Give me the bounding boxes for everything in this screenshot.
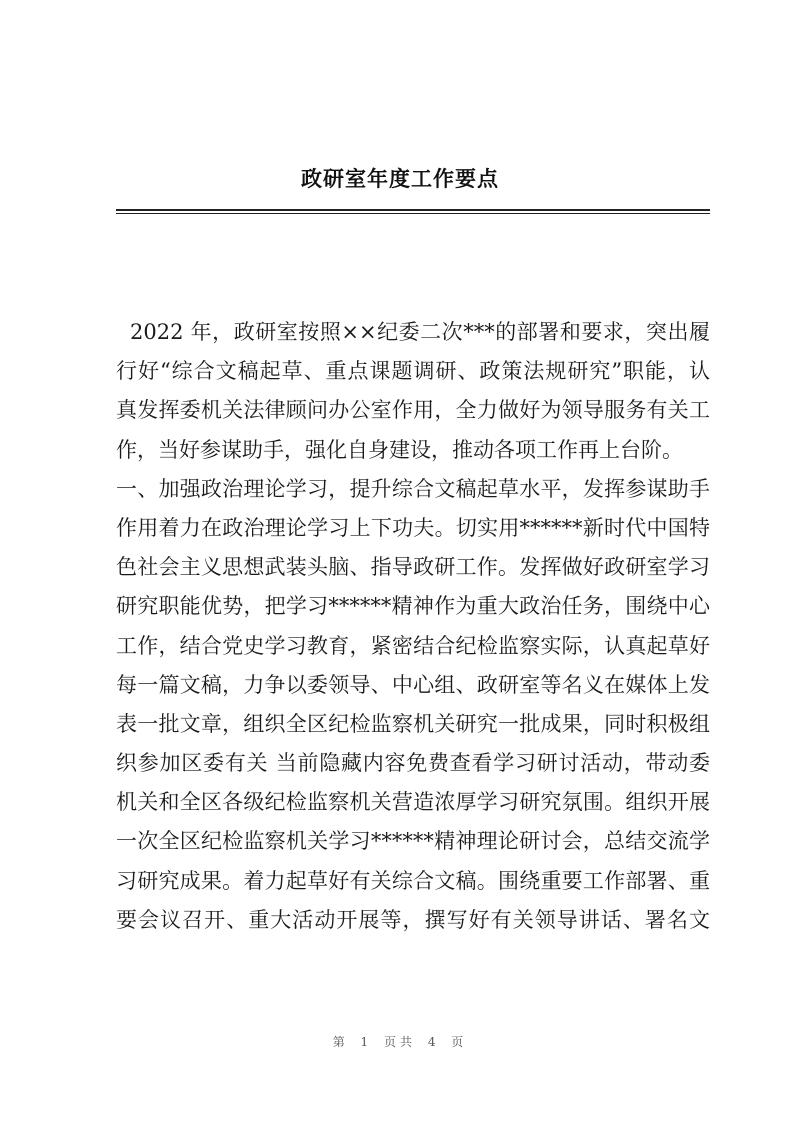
body-line: 机关和全区各级纪检监察机关营造浓厚学习研究氛围。组织开展	[116, 790, 710, 815]
body-line: 织参加区委有关 当前隐藏内容免费查看学习研讨活动，带动委	[116, 751, 710, 776]
title-divider-thin	[116, 213, 710, 214]
body-line: 一次全区纪检监察机关学习******精神理论研讨会，总结交流学	[116, 829, 710, 854]
body-line: 一、加强政治理论学习，提升综合文稿起草水平，发挥参谋助手	[116, 476, 710, 501]
body-line: 色社会主义思想武装头脑、指导政研工作。发挥做好政研室学习	[116, 555, 710, 580]
body-line: 要会议召开、重大活动开展等，撰写好有关领导讲话、署名文	[116, 907, 710, 932]
body-line: 作，当好参谋助手，强化自身建设，推动各项工作再上台阶。	[116, 437, 683, 462]
body-line: 表一批文章，组织全区纪检监察机关研究一批成果，同时积极组	[116, 711, 710, 736]
page-title: 政研室年度工作要点	[301, 167, 499, 191]
body-line: 习研究成果。着力起草好有关综合文稿。围绕重要工作部署、重	[116, 868, 710, 893]
body-line: 行好“综合文稿起草、重点课题调研、政策法规研究”职能，认	[116, 359, 710, 384]
body-line: 每一篇文稿，力争以委领导、中心组、政研室等名义在媒体上发	[116, 672, 710, 697]
body-line: 工作，结合党史学习教育，紧密结合纪检监察实际，认真起草好	[116, 633, 710, 658]
body-line: 研究职能优势，把学习******精神作为重大政治任务，围绕中心	[116, 594, 710, 619]
body-line: 真发挥委机关法律顾问办公室作用，全力做好为领导服务有关工	[116, 398, 710, 423]
body-line: 作用着力在政治理论学习上下功夫。切实用******新时代中国特	[116, 515, 710, 540]
document-body	[116, 313, 710, 940]
body-line: 2022 年，政研室按照××纪委二次***的部署和要求，突出履	[130, 320, 710, 344]
page-number: 第 1 页共 4 页	[332, 1035, 468, 1049]
title-divider	[116, 209, 710, 211]
